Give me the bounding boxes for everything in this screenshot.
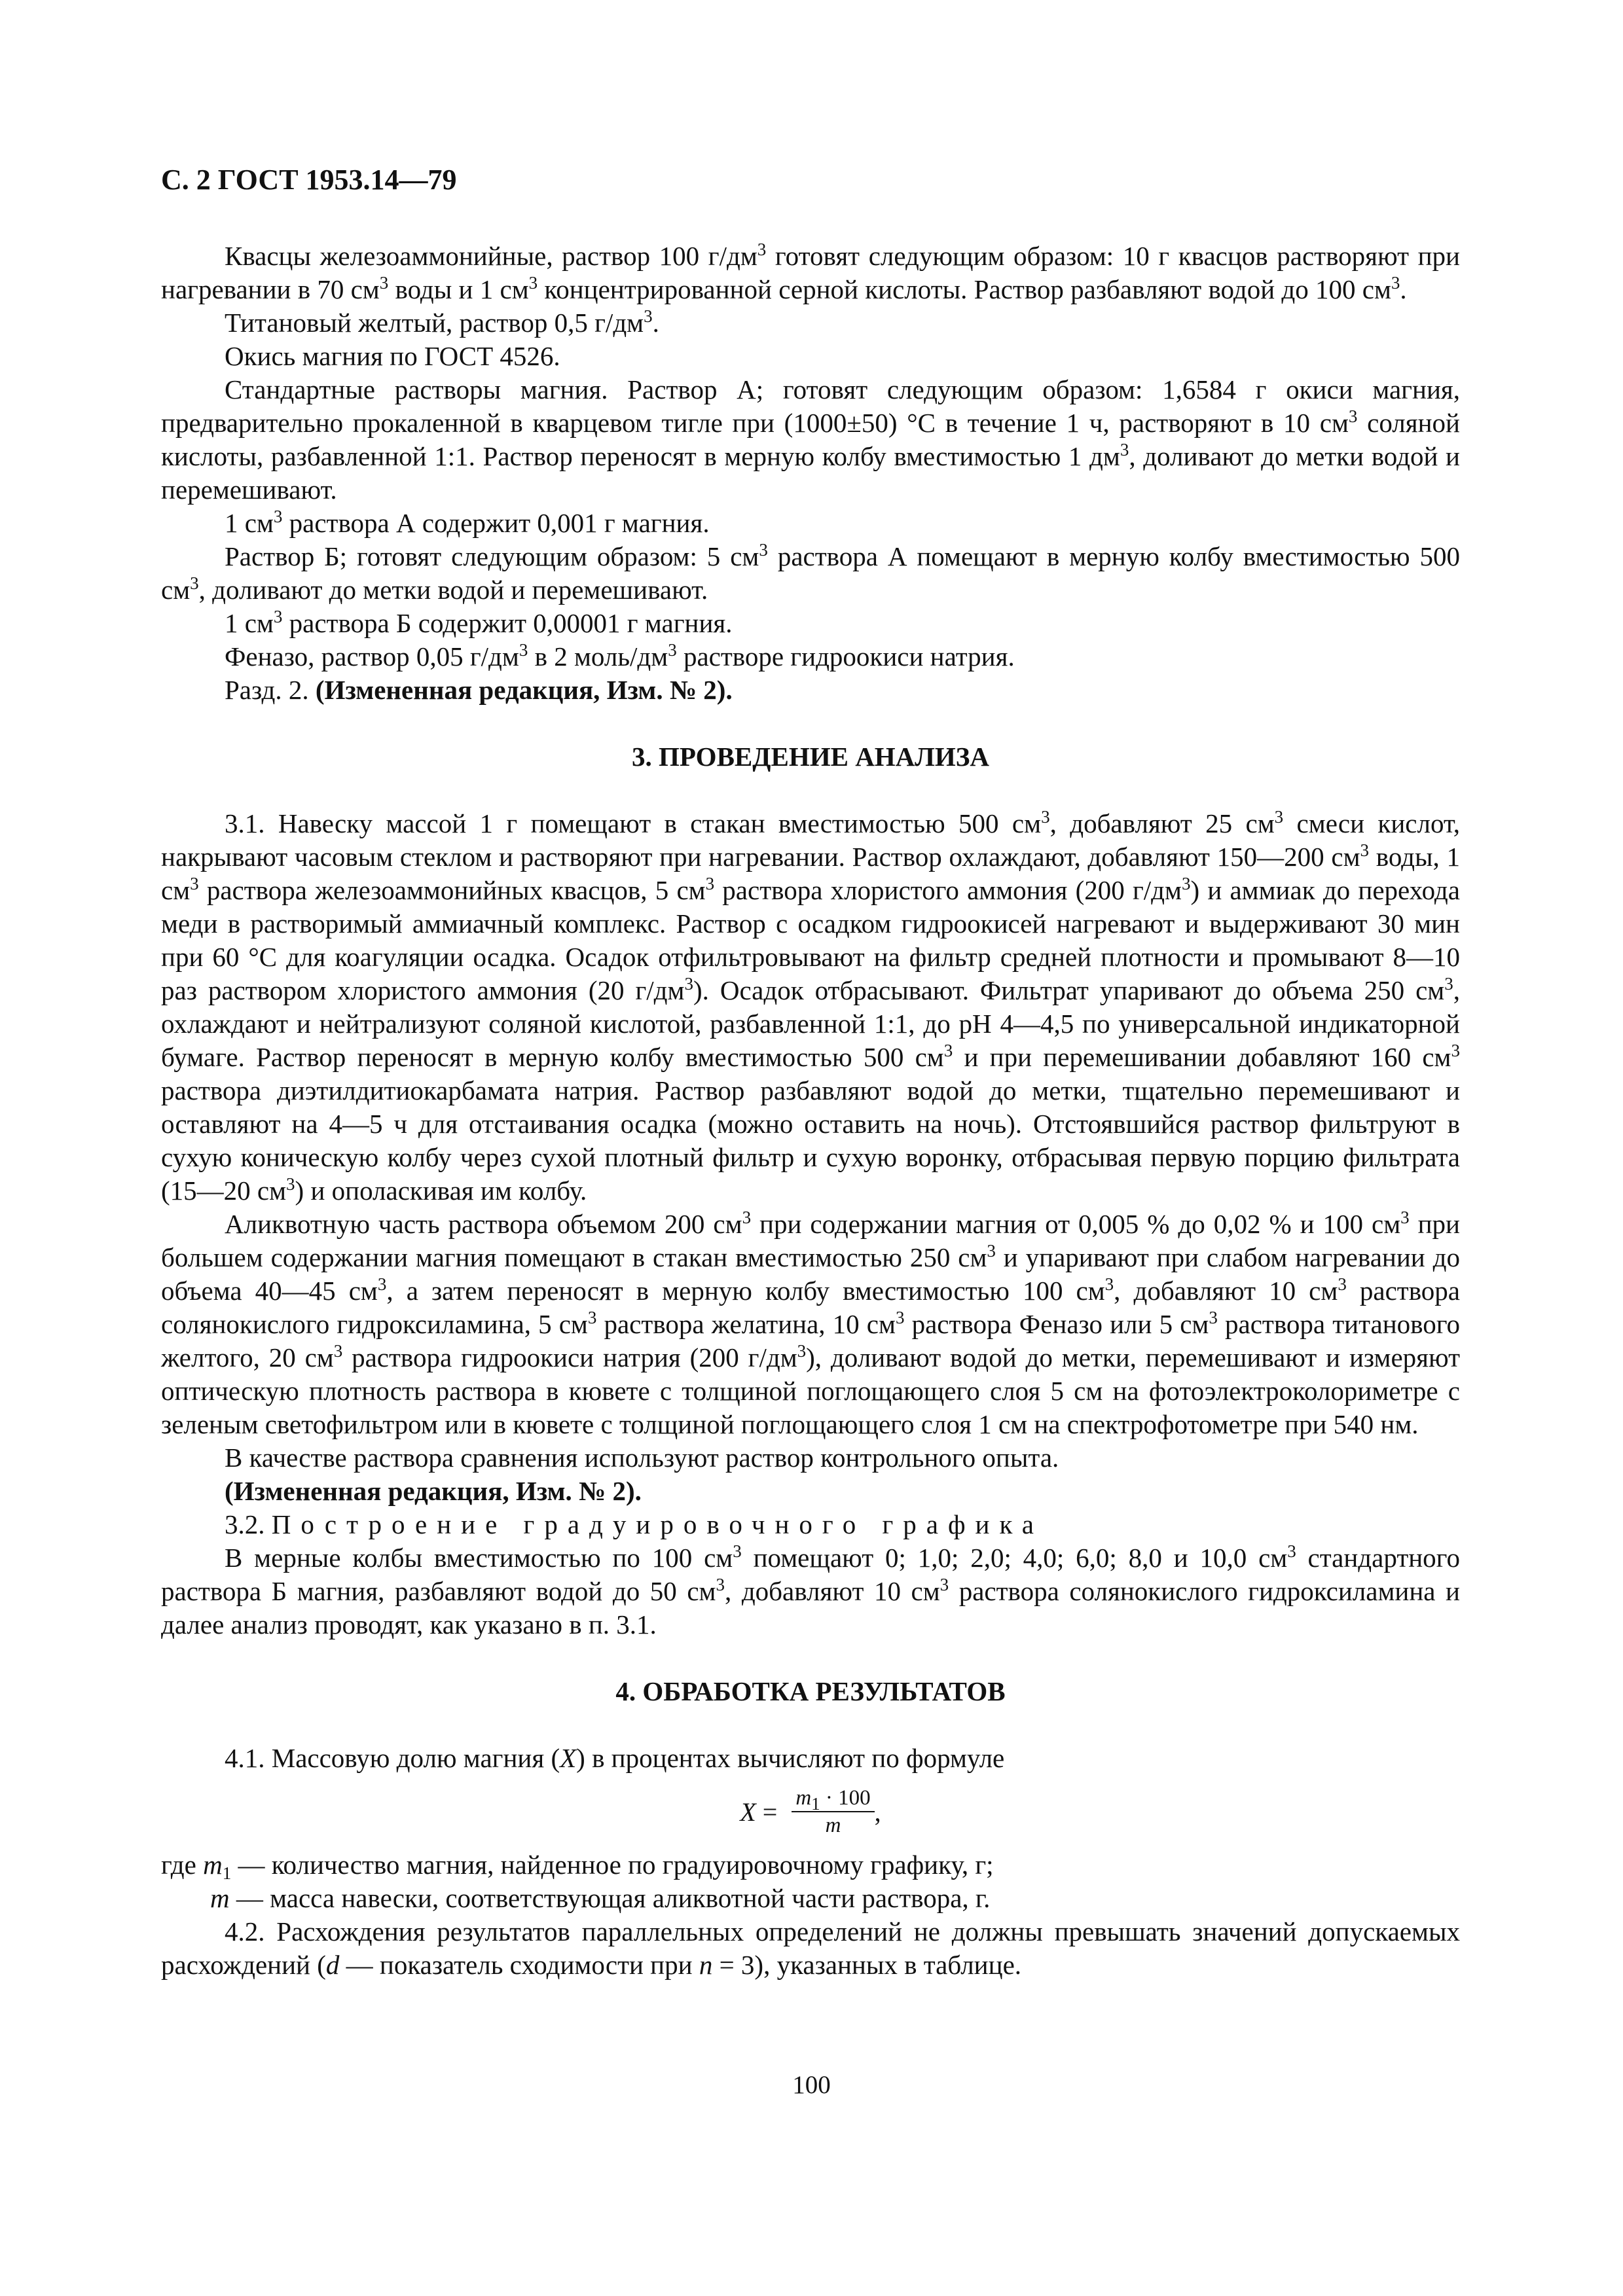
paragraph-alum: Квасцы железоаммонийные, раствор 100 $г/дм^3$ готовят следующим образом: 10 г квасцов растворяют при нагревании в 70 $см^3$ воды и 1 $см^3$ концентрированной серной кислоты. Раствор разбавляют водой до 100 $см^3$. — [161, 240, 1460, 304]
paragraph-4-2: 4.2. Расхождения результатов параллельных определений не должны превышать значений допускаемых расхождений (d — показатель сходимости при n = 3), указанных в таблице. — [161, 1916, 1460, 1980]
paragraph-3-2-title: 3.2. Построение градуировочного графика — [225, 1509, 1044, 1539]
formula-denominator: m — [825, 1814, 841, 1837]
paragraph-aliquot: Аликвотную часть раствора объемом 200 $см^3$ при содержании магния от 0,005 % до 0,02 % и 100 $см^3$ при большем содержании магния помещают в стакан вместимостью 250 $см^3$ и упаривают при слабом нагревании до объема 40—45 $см^3$, а затем переносят в мерную колбу вместимостью 100 $см^3$, добавляют 10 $см^3$ раствора солянокислого гидроксиламина, 5 $см^3$ раствора желатина, 10 $см^3$ раствора Феназо или 5 $см^3$ раствора титанового желтого, 20 $см^3$ раствора гидроокиси натрия (200 $г/дм^3$), доливают водой до метки, перемешивают и измеряют оптическую плотность раствора в кювете с толщиной поглощающего слоя 5 см на фотоэлектроколориметре с зеленым светофильтром или в кювете с толщиной поглощающего слоя 1 см на спектрофотометре при 540 нм. — [161, 1208, 1461, 1439]
paragraph-standard-solutions: Стандартные растворы магния. Раствор А; готовят следующим образом: 1,6584 г окиси магния, предварительно прокаленной в кварцевом тигле при (1000±50) °С в течение 1 ч, растворяют в 10 $см^3$ соляной кислоты, разбавленной 1:1. Раствор переносят в мерную колбу вместимостью 1 $дм^3$, доливают до метки водой и перемешивают. — [161, 374, 1460, 505]
paragraph-3-2: В мерные колбы вместимостью по 100 $см^3$ помещают 0; 1,0; 2,0; 4,0; 6,0; 8,0 и 10,0 $см^3$ стандартного раствора Б магния, разбавляют водой до 50 $см^3$, добавляют 10 $см^3$ раствора солянокислого гидроксиламина и далее анализ проводят, как указано в п. 3.1. — [161, 1541, 1460, 1640]
paragraph-magnesium-oxide: Окись магния по ГОСТ 4526. — [225, 341, 560, 371]
paragraph-3-1: 3.1. Навеску массой 1 г помещают в стакан вместимостью 500 $см^3$, добавляют 25 $см^3$ смеси кислот, накрывают часовым стеклом и растворяют при нагревании. Раствор охлаждают, добавляют 150—200 $см^3$ воды, 1 $см^3$ раствора железоаммонийных квасцов, 5 $см^3$ раствора хлористого аммония (200 $г/дм^3$) и аммиак до перехода меди в растворимый аммиачный комплекс. Раствор с осадком гидроокисей нагревают и выдерживают 30 мин при 60 °С для коагуляции осадка. Осадок отфильтровывают на фильтр средней плотности и промывают 8—10 раз раствором хлористого аммония (20 $г/дм^3$). Осадок отбрасывают. Фильтрат упаривают до объема 250 $см^3$, охлаждают и нейтрализуют соляной кислотой, разбавленной 1:1, до pH 4—4,5 по универсальной индикаторной бумаге. Раствор переносят в мерную колбу вместимостью 500 $см^3$ и при перемешивании добавляют 160 $см^3$ раствора диэтилдитиокарбамата натрия. Раствор разбавляют водой до метки, тщательно перемешивают и оставляют на 4—5 ч для отстаивания осадка (можно оставить на ночь). Отстоявшийся раствор фильтруют в сухую коническую колбу через сухой плотный фильтр и сухую воронку, отбрасывая первую порцию фильтрата (15—20 $см^3$) и ополаскивая им колбу. — [161, 807, 1461, 1206]
paragraph-where-m1: где $m_1$ — количество магния, найденное по градуировочному графику, г; — [161, 1850, 994, 1883]
formula-fraction — [792, 1785, 874, 1839]
section-4-title: 4. ОБРАБОТКА РЕЗУЛЬТАТОВ — [615, 1676, 1006, 1706]
formula-numerator: $m_1 \cdot 100$ — [792, 1785, 874, 1812]
paragraph-4-1: 4.1. Массовую долю магния (X) в процентах вычисляют по формуле — [225, 1743, 1005, 1773]
formula-comma: , — [874, 1797, 881, 1827]
section-3-title: 3. ПРОВЕДЕНИЕ АНАЛИЗА — [631, 742, 989, 772]
paragraph-solution-b-content: 1 $см^3$ раствора Б содержит 0,00001 г магния. — [225, 607, 733, 638]
formula-lhs: X — [740, 1797, 756, 1827]
paragraph-comparison-solution: В качестве раствора сравнения используют раствор контрольного опыта. — [225, 1443, 1059, 1473]
paragraph-phenazo: Феназо, раствор 0,05 $г/дм^3$ в 2 моль/$дм^3$ растворе гидроокиси натрия. — [225, 640, 1015, 672]
page-header: С. 2 ГОСТ 1953.14—79 — [161, 164, 457, 196]
document-body — [161, 240, 1460, 1982]
mass-fraction-formula — [161, 1775, 1460, 1848]
page-number: 100 — [792, 2071, 831, 2099]
paragraph-section2-amendment: Разд. 2. (Измененная редакция, Изм. № 2). — [225, 675, 733, 705]
paragraph-titan-yellow: Титановый желтый, раствор 0,5 $г/дм^3$. — [225, 306, 659, 338]
paragraph-amendment: (Измененная редакция, Изм. № 2). — [225, 1476, 642, 1506]
paragraph-where-m: m — масса навески, соответствующая аликвотной части раствора, г. — [210, 1883, 991, 1913]
paragraph-solution-a-content: 1 $см^3$ раствора А содержит 0,001 г магния. — [225, 507, 710, 538]
formula-equals: = — [756, 1797, 784, 1827]
paragraph-solution-b: Раствор Б; готовят следующим образом: 5 $см^3$ раствора А помещают в мерную колбу вместимостью 500 $см^3$, доливают до метки водой и перемешивают. — [161, 540, 1460, 605]
